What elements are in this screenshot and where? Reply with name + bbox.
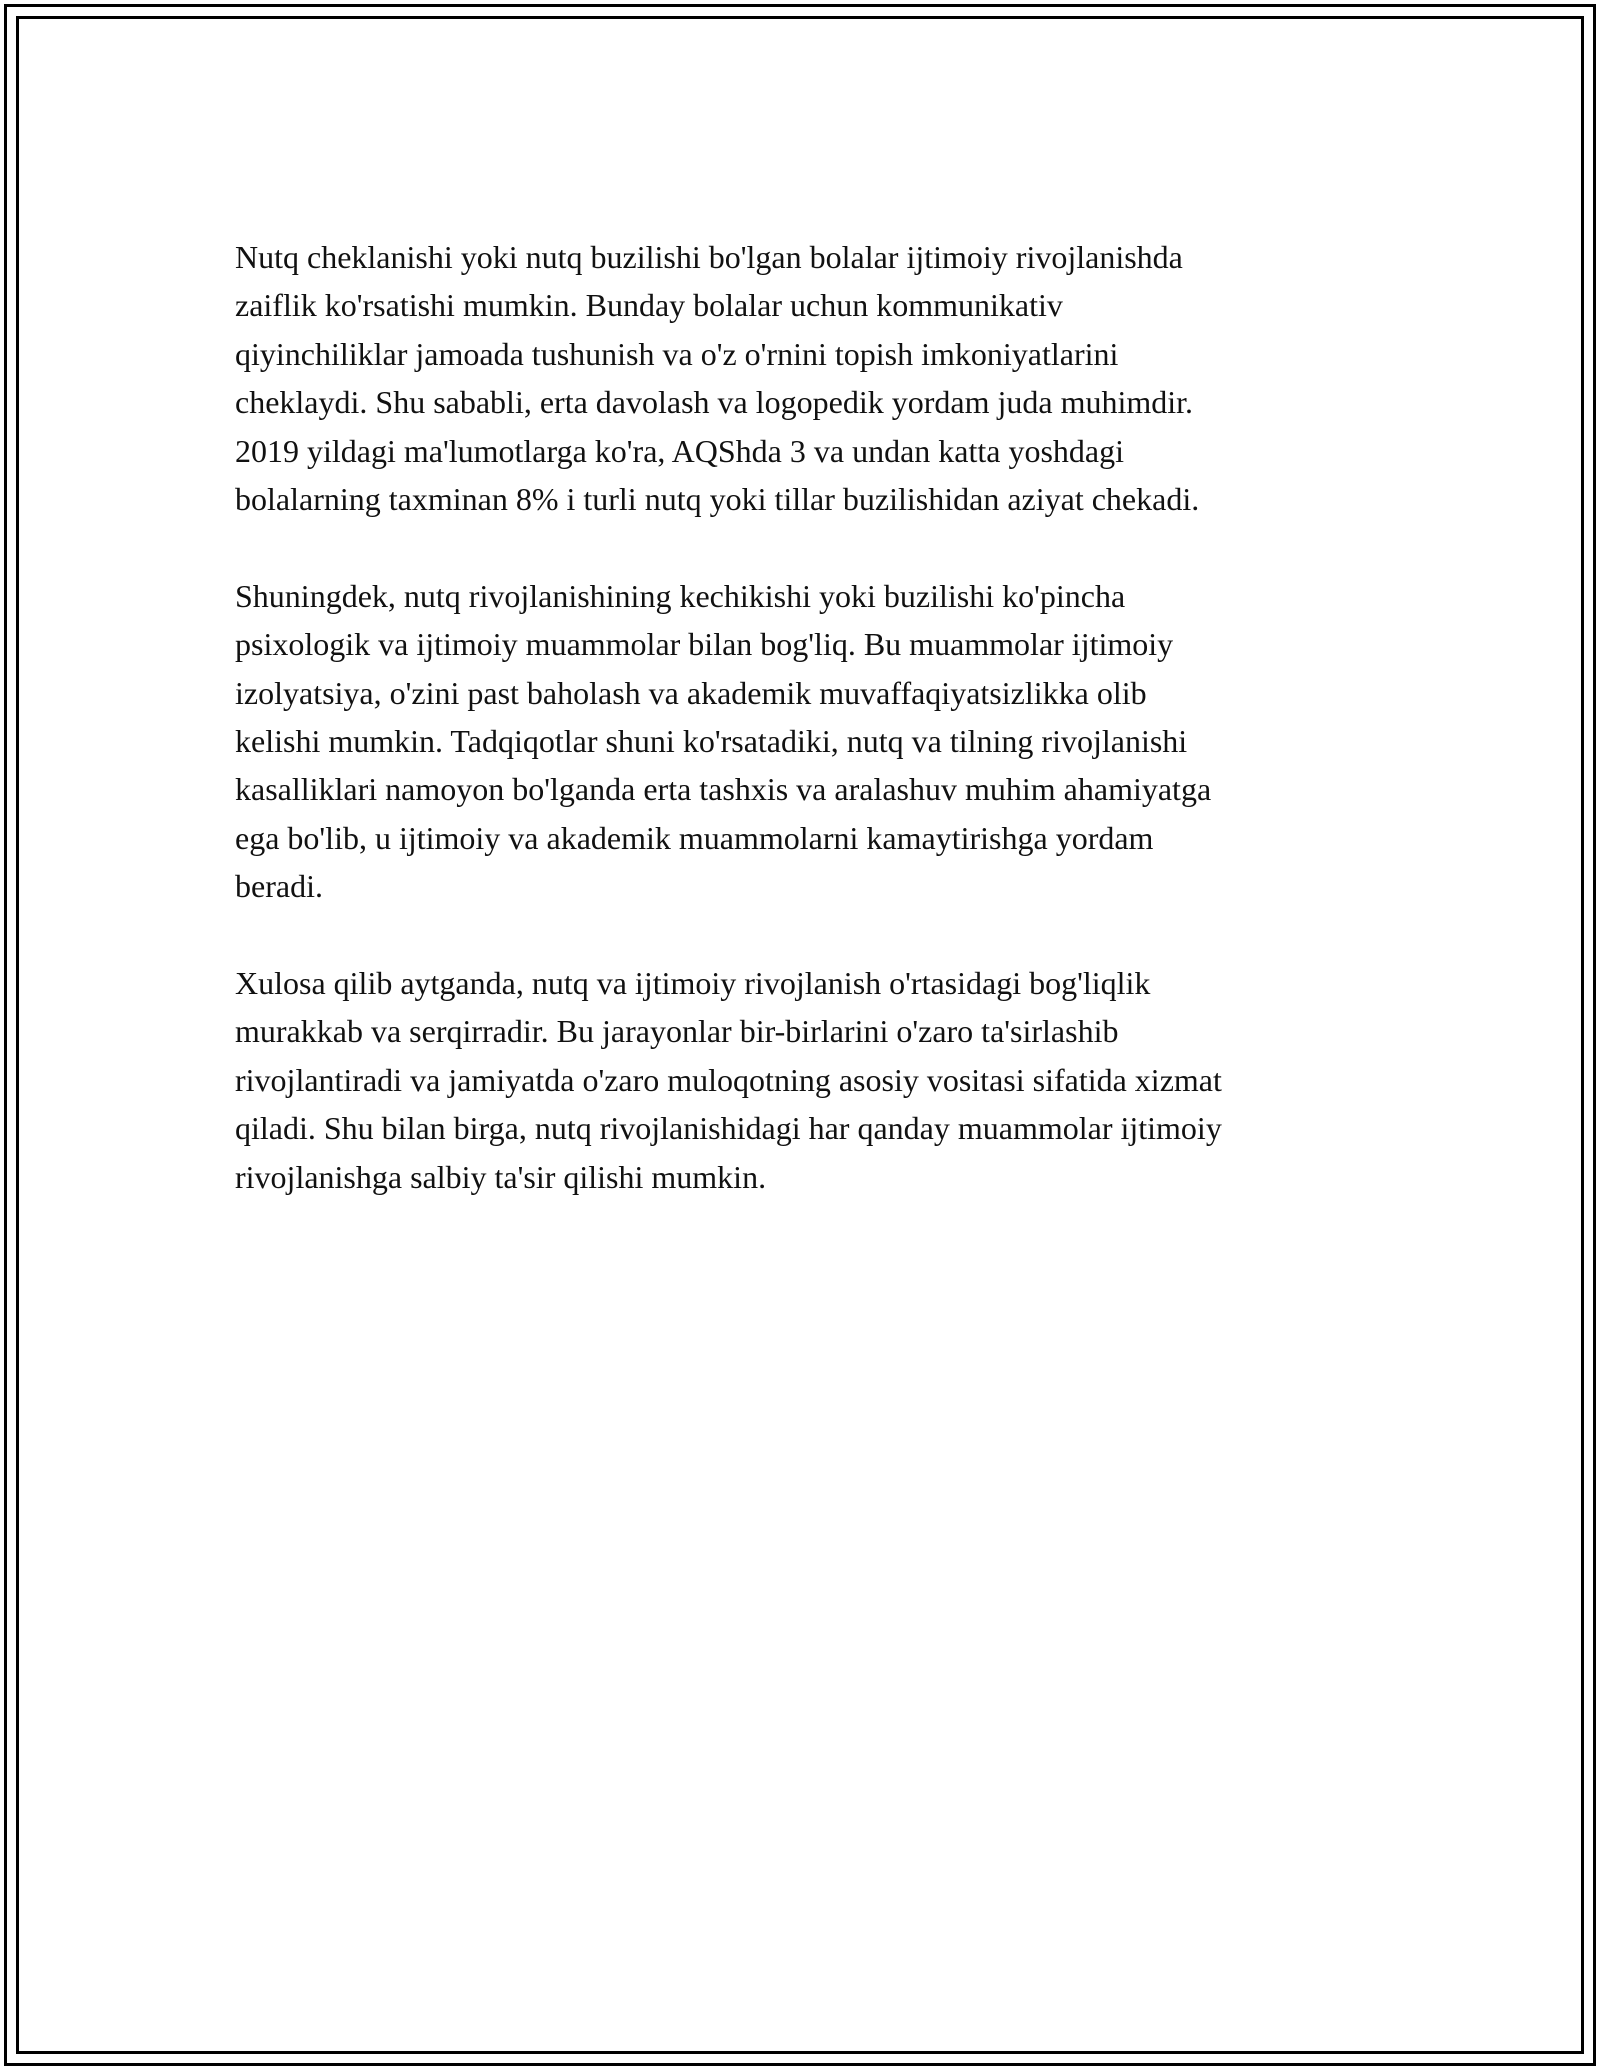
paragraph-conclusion: Xulosa qilib aytganda, nutq va ijtimoiy rivojlanish o'rtasidagi bog'liqlik murakkab va serqirradir. Bu jarayonlar bir-birlarini o'zaro ta'sirlashib rivojlantiradi va jamiyatda o'zaro muloqotning asosiy vositasi sifatida xizmat qiladi. Shu bilan birga, nutq rivojlanishidagi har qanday muammolar ijtimoiy rivojlanishga salbiy ta'sir qilishi mumkin. xyxy=(235,965,1222,1195)
paragraph-speech-impairment: Nutq cheklanishi yoki nutq buzilishi bo'lgan bolalar ijtimoiy rivojlanishda zaiflik ko'rsatishi mumkin. Bunday bolalar uchun kommunikativ qiyinchiliklar jamoada tushunish va o'z o'rnini topish imkoniyatlarini cheklaydi. Shu sababli, erta davolash va logopedik yordam juda muhimdir. 2019 yildagi ma'lumotlarga ko'ra, AQShda 3 va undan katta yoshdagi bolalarning taxminan 8% i turli nutq yoki tillar buzilishidan aziyat chekadi. xyxy=(235,239,1200,518)
paragraph-psychological-problems: Shuningdek, nutq rivojlanishining kechikishi yoki buzilishi ko'pincha psixologik va ijtimoiy muammolar bilan bog'liq. Bu muammolar ijtimoiy izolyatsiya, o'zini past baholash va akademik muvaffaqiyatsizlikka olib kelishi mumkin. Tadqiqotlar shuni ko'rsatadiki, nutq va tilning rivojlanishi kasalliklari namoyon bo'lganda erta tashxis va aralashuv muhim ahamiyatga ega bo'lib, u ijtimoiy va akademik muammolarni kamaytirishga yordam beradi. xyxy=(235,577,1212,905)
document-body xyxy=(235,233,1385,1249)
